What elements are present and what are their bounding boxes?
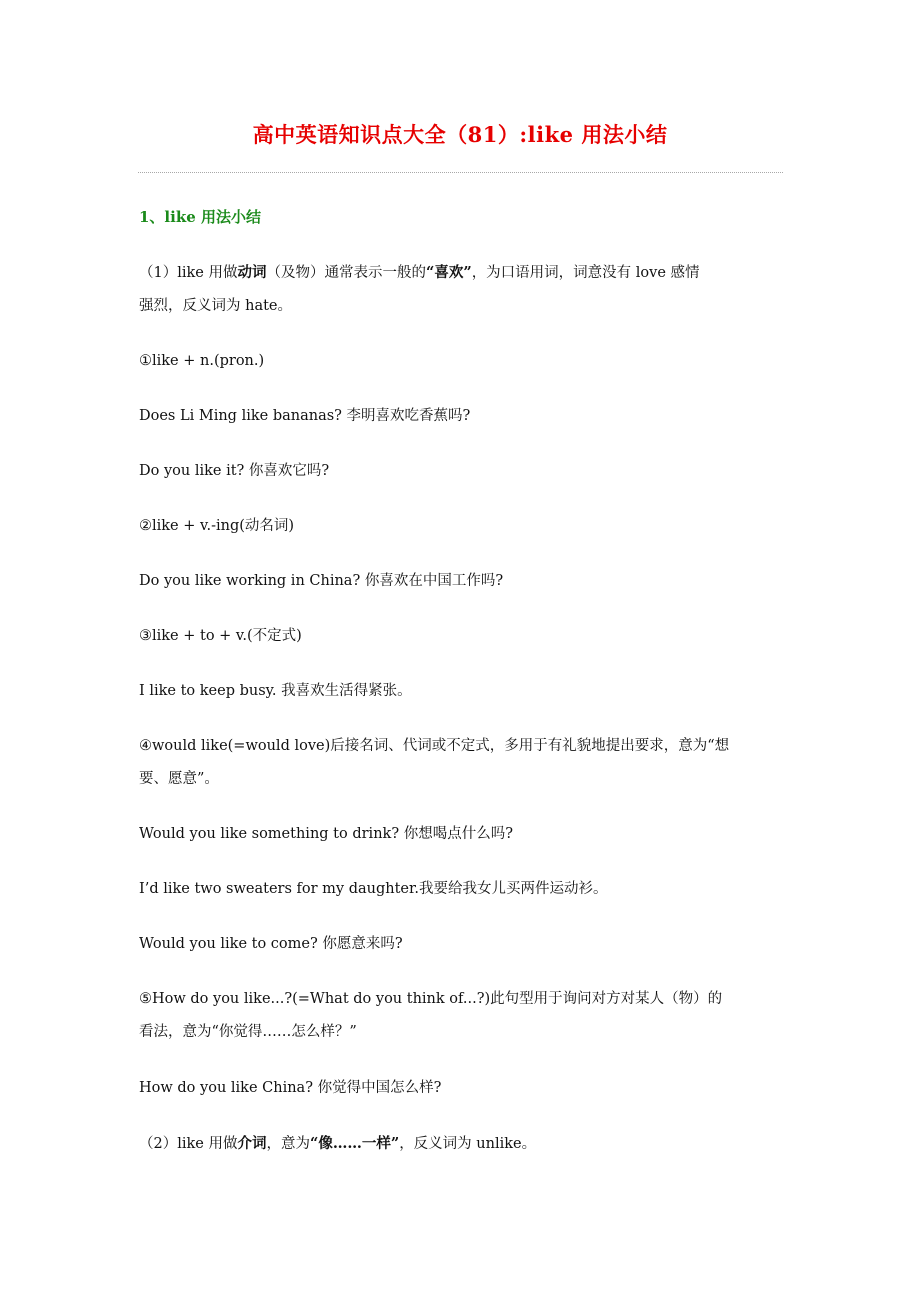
paragraph-text: （及物）通常表示一般的 xyxy=(266,265,426,281)
usage-rule-cont: 看法，意为“你觉得……怎么样？” xyxy=(139,1024,357,1040)
usage-rule: ③like + to + v.(不定式) xyxy=(139,628,302,644)
usage-rule: ①like + n.(pron.) xyxy=(139,353,265,369)
paragraph-text: ，意为 xyxy=(266,1136,310,1152)
usage-rule: ④would like(=would love)后接名词、代词或不定式，多用于有礼貌地提出要求，意为“想 xyxy=(139,738,730,754)
paragraph-verb-usage-cont: 强烈，反义词为 hate。 xyxy=(139,298,292,314)
title-divider xyxy=(138,172,783,173)
bold-term: 介词 xyxy=(237,1135,267,1152)
paragraph-text: like 用做 xyxy=(177,1136,238,1152)
paragraph-preposition-usage xyxy=(139,1127,794,1161)
example-sentence: I like to keep busy. 我喜欢生活得紧张。 xyxy=(139,683,412,699)
paragraph-text: ，为口语用词，词意没有 love 感情 xyxy=(471,265,700,281)
paragraph-prefix: （1） xyxy=(139,265,178,281)
section-heading: 1、like 用法小结 xyxy=(139,208,261,226)
usage-rule: ②like + v.-ing(动名词) xyxy=(139,518,295,534)
example-sentence: How do you like China? 你觉得中国怎么样? xyxy=(139,1080,442,1096)
example-sentence: Do you like it? 你喜欢它吗? xyxy=(139,463,330,479)
document-title: 高中英语知识点大全（81）:like 用法小结 xyxy=(252,122,668,147)
example-sentence: I’d like two sweaters for my daughter.我要给我女儿买两件运动衫。 xyxy=(139,881,608,897)
example-sentence: Do you like working in China? 你喜欢在中国工作吗? xyxy=(139,573,504,589)
paragraph-verb-usage xyxy=(139,256,794,290)
example-sentence: Would you like to come? 你愿意来吗? xyxy=(139,936,403,952)
paragraph-text: ，反义词为 unlike。 xyxy=(399,1136,537,1152)
paragraph-prefix: （2） xyxy=(139,1136,178,1152)
bold-term: “喜欢” xyxy=(426,264,472,281)
usage-rule: ⑤How do you like...?(=What do you think of...?)此句型用于询问对方对某人（物）的 xyxy=(139,991,723,1007)
example-sentence: Would you like something to drink? 你想喝点什么吗? xyxy=(139,826,513,842)
bold-term: 动词 xyxy=(237,264,267,281)
paragraph-text: like 用做 xyxy=(177,265,238,281)
example-sentence: Does Li Ming like bananas? 李明喜欢吃香蕉吗? xyxy=(139,408,471,424)
bold-term: “像……一样” xyxy=(310,1135,400,1152)
usage-rule-cont: 要、愿意”。 xyxy=(139,771,219,787)
